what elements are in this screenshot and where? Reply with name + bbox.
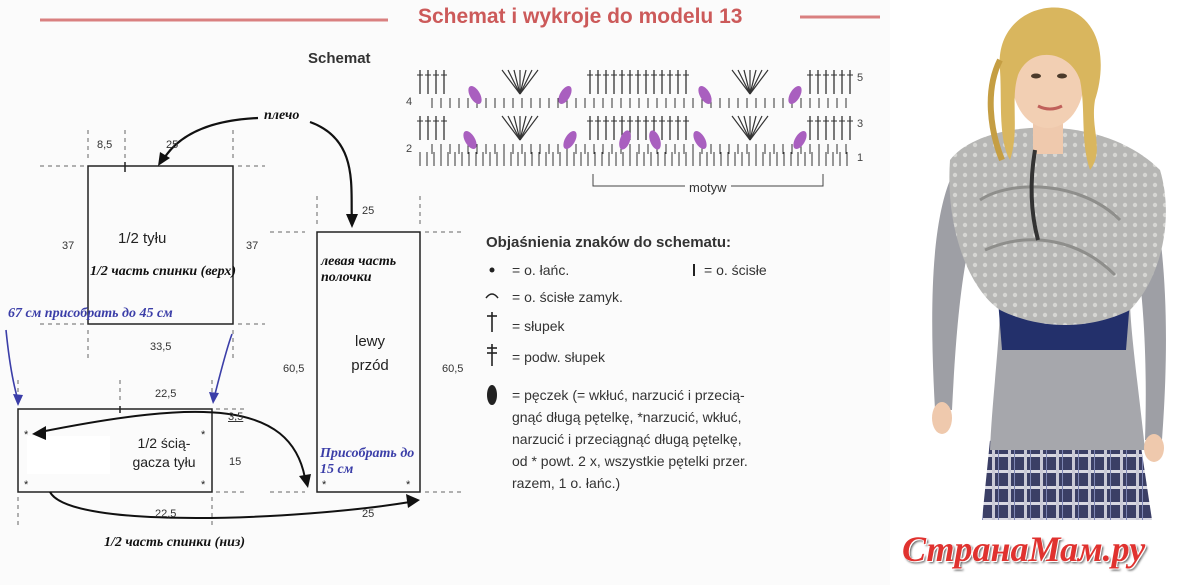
puff-stitch — [617, 129, 633, 151]
legend-puff-3: narzucić i przeciągnąć długą pętelkę, — [512, 431, 742, 447]
watermark: СтранаМам.ру — [902, 529, 1146, 569]
page-title: Schemat i wykroje do modelu 13 — [418, 5, 743, 28]
row-number-5: 5 — [857, 72, 864, 84]
front-dim-right: 60,5 — [442, 363, 464, 375]
gather-arrows — [6, 330, 232, 400]
svg-text:*: * — [24, 479, 29, 491]
legend-tr: = podw. słupek — [512, 349, 606, 365]
cuff-ru-label: 1/2 часть спинки (низ) — [104, 535, 246, 550]
row-number-1: 1 — [857, 152, 864, 164]
svg-text:*: * — [406, 479, 411, 491]
model-illustration — [890, 0, 1200, 585]
legend-title: Objaśnienia znaków do schematu: — [486, 234, 732, 251]
back-dim-top-left: 8,5 — [97, 139, 113, 151]
row-number-2: 2 — [406, 143, 413, 155]
legend-sc: = o. ścisłe — [704, 262, 767, 278]
schema-label: Schemat — [308, 50, 371, 67]
back-ru-gather: 67 см присобрать до 45 см — [8, 306, 173, 321]
legend-puff-5: razem, 1 o. łańc.) — [512, 475, 621, 491]
puff-stitch — [647, 129, 663, 151]
cuff-white-patch — [27, 436, 110, 474]
back-dim-top: 25 — [166, 139, 179, 151]
row-number-4: 4 — [406, 96, 413, 108]
cuff-dim-top: 22,5 — [155, 388, 177, 400]
model-photo — [890, 0, 1200, 585]
back-dim-bottom: 33,5 — [150, 341, 172, 353]
svg-text:*: * — [201, 429, 206, 441]
cuff-dim-right-top: 3,5 — [228, 411, 244, 423]
front-stars — [322, 479, 411, 491]
front-ru-gather: Присобрать до 15 см — [320, 446, 415, 477]
legend-puff-4: od * powt. 2 x, wszystkie pętelki przer. — [512, 453, 748, 469]
back-dim-left: 37 — [62, 240, 75, 252]
front-dim-bottom: 25 — [362, 508, 375, 520]
shoulder-arrows — [163, 118, 352, 222]
cuff-dim-right: 15 — [229, 456, 242, 468]
back-piece-label: 1/2 tyłu — [118, 230, 167, 247]
legend-sc-close: = o. ścisłe zamyk. — [512, 289, 623, 305]
svg-text:*: * — [24, 429, 29, 441]
legend-dc: = słupek — [512, 318, 565, 334]
shoulder-label: плечо — [264, 108, 300, 123]
back-dim-right: 37 — [246, 240, 259, 252]
front-piece-label: lewy przód — [351, 333, 389, 374]
puff-stitch — [696, 84, 715, 106]
puff-stitch — [561, 129, 580, 151]
legend-puff-1: = pęczek (= wkłuć, narzucić i przecią- — [512, 387, 745, 403]
row-number-3: 3 — [857, 118, 864, 130]
motif-label: motyw — [685, 180, 731, 195]
cuff-piece-label: 1/2 ścią-gacza tyłu — [132, 435, 196, 470]
front-dim-left: 60,5 — [283, 363, 305, 375]
svg-text:*: * — [201, 479, 206, 491]
front-ru-label: левая часть полочки — [321, 254, 397, 285]
svg-text:*: * — [322, 479, 327, 491]
legend-chain: = o. łańc. — [512, 262, 570, 278]
puff-stitch — [791, 129, 810, 151]
cuff-dim-bottom: 22,5 — [155, 508, 177, 520]
front-dim-top: 25 — [362, 205, 375, 217]
crochet-chart — [417, 70, 853, 166]
legend-puff-2: gnąć długą pętelkę, *narzucić, wkłuć, — [512, 409, 742, 425]
puff-stitch — [786, 84, 805, 106]
back-ru-label: 1/2 часть спинки (верх) — [90, 264, 237, 279]
